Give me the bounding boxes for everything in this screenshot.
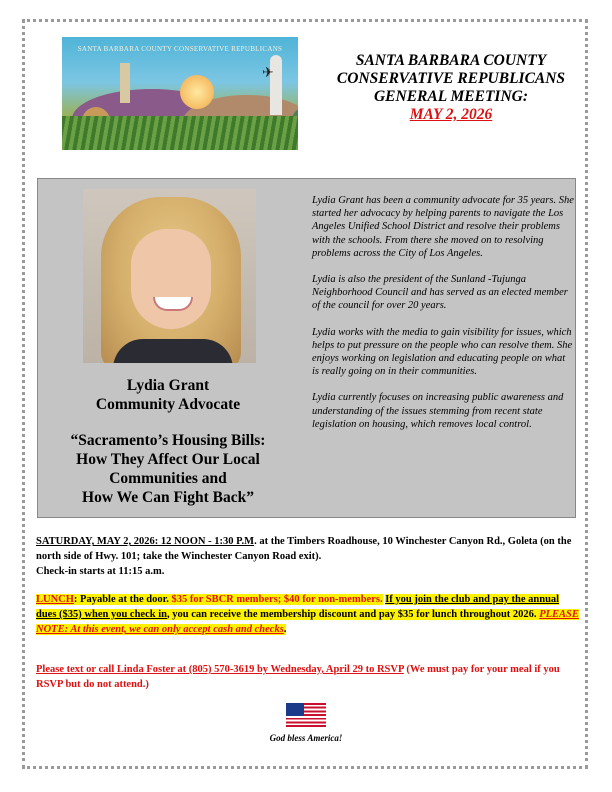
lunch-label: LUNCH (36, 594, 74, 605)
talk-title (48, 431, 288, 507)
rsvp-note: (We must pay for your meal if you RSVP but do not attend.) (36, 664, 560, 690)
bio-paragraph: Lydia is also the president of the Sunland -Tujunga Neighborhood Council and has served as an elected member of the council for over 20 years. (312, 274, 568, 312)
meeting-date: MAY 2, 2026 (409, 106, 493, 123)
bio-paragraph: Lydia works with the media to gain visibility for issues, which helps to put pressure on the people who can resolve them. She enjoys working on legislation and educating people on what is really going on in their communities. (312, 326, 573, 378)
blessing: God bless America! (269, 733, 343, 743)
talk-title-line: Communities and (109, 470, 227, 487)
speaker-name-block (48, 376, 288, 414)
heading-line: CONSERVATIVE REPUBLICANS (336, 70, 566, 87)
flag-canton (286, 703, 304, 716)
meeting-heading (320, 52, 582, 124)
speaker-name: Lydia Grant (126, 377, 210, 394)
talk-title-line: “Sacramento’s Housing Bills: (70, 432, 266, 449)
lunch-payable: : Payable at the door. (73, 594, 172, 605)
event-details (36, 534, 582, 579)
lunch-period: . (283, 624, 287, 635)
logo-vineyard (62, 116, 298, 150)
talk-title-line: How We Can Fight Back” (82, 489, 254, 506)
lunch-join: If you join the club and pay the annual dues ($35) when you check in (36, 594, 560, 620)
eagle-icon: ✈ (262, 66, 274, 81)
talk-title-line: How They Affect Our Local (76, 451, 260, 468)
event-when-where (36, 534, 582, 564)
lunch-note: PLEASE NOTE: At this event, we can only accept cash and checks (36, 609, 579, 635)
lunch-discount: , you can receive the membership discount and pay $35 for lunch throughout 2026. (166, 609, 540, 620)
speaker-photo (83, 189, 256, 363)
lunch-prices: $35 for SBCR members; $40 for non-members. (171, 594, 383, 605)
speaker-role: Community Advocate (95, 396, 241, 413)
lunch-details (36, 592, 582, 637)
event-where: . at the Timbers Roadhouse, 10 Winchester Canyon Rd., Goleta (on the north side of Hwy. 101; take the Winchester Canyon Road exit). (36, 536, 572, 562)
photo-face (131, 229, 211, 329)
event-when: SATURDAY, MAY 2, 2026: 12 NOON - 1:30 P.M (36, 536, 255, 547)
photo-shirt (113, 339, 233, 363)
us-flag-icon (286, 703, 326, 727)
bio-paragraph: Lydia Grant has been a community advocate for 35 years. She started her advocacy by helping parents to navigate the Los Angeles Unified School District and resolve their problems with the schools. From there she moved on to resolving problems across the City of Los Angeles. (312, 195, 574, 259)
club-logo (62, 37, 298, 150)
event-checkin: Check-in starts at 11:15 a.m. (36, 566, 165, 577)
logo-sun (180, 75, 214, 109)
heading-line: SANTA BARBARA COUNTY (355, 52, 547, 69)
logo-text: SANTA BARBARA COUNTY CONSERVATIVE REPUBLICANS (77, 45, 283, 53)
rsvp-text: Please text or call Linda Foster at (805) 570-3619 by Wednesday, April 29 to RSVP (36, 664, 404, 675)
bio-paragraph: Lydia currently focuses on increasing public awareness and understanding of the issues stemming from recent state legislation on housing, which removes local control. (312, 392, 564, 430)
speaker-bio (312, 194, 574, 444)
logo-rocket (270, 55, 282, 115)
logo-windmill (120, 63, 130, 103)
rsvp-details (36, 662, 582, 692)
heading-line: GENERAL MEETING: (373, 88, 529, 105)
